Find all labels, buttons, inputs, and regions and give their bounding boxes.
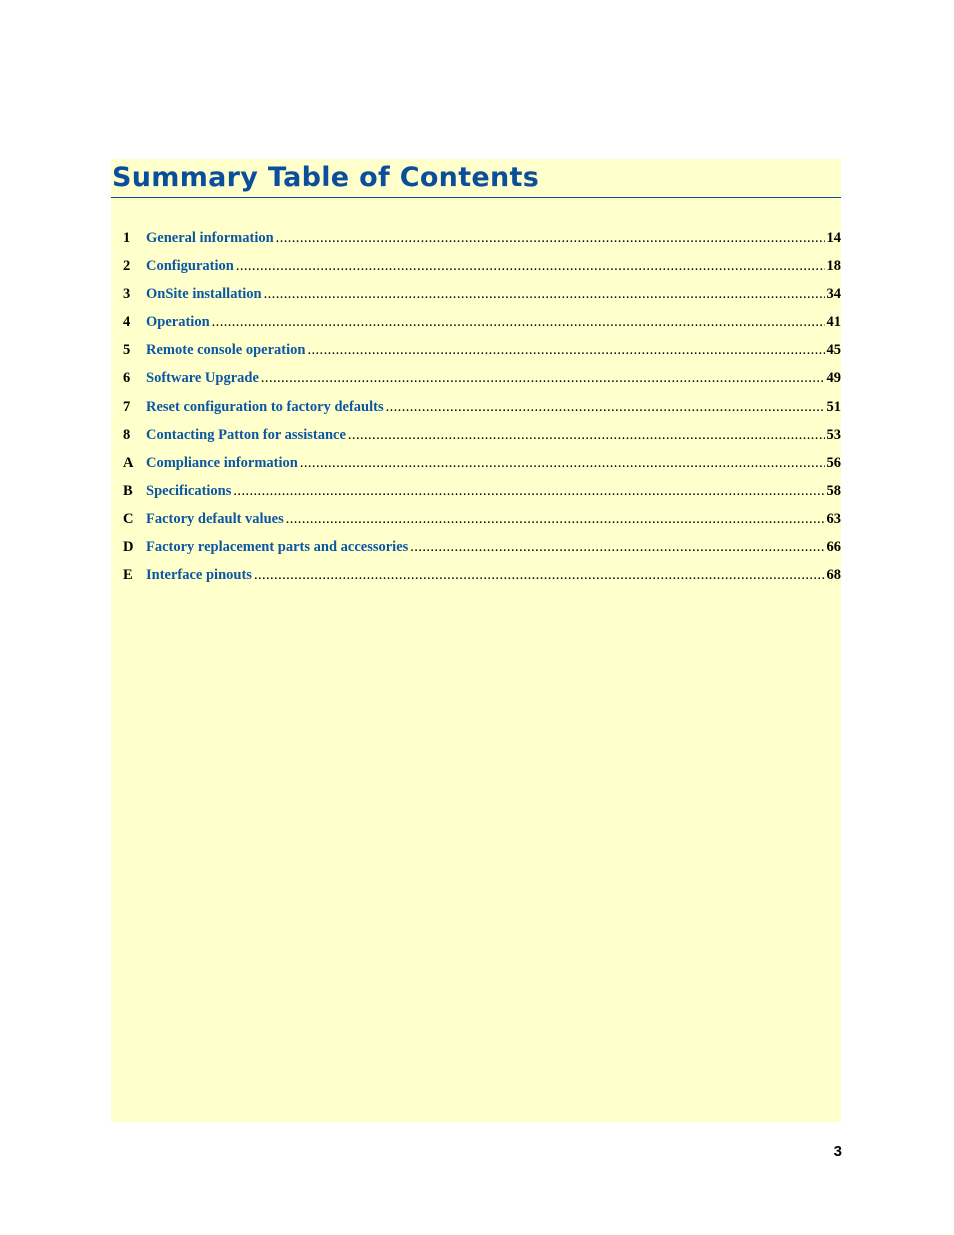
toc-list (123, 230, 841, 595)
toc-dot-leader (300, 455, 825, 472)
toc-entry-link[interactable]: Interface pinouts (146, 567, 252, 584)
toc-entry-number: 4 (123, 314, 131, 331)
toc-entry-page: 18 (826, 258, 841, 275)
toc-entry-link[interactable]: Remote console operation (146, 342, 306, 359)
toc-entry[interactable] (123, 427, 841, 455)
toc-entry[interactable] (123, 539, 841, 567)
toc-entry[interactable] (123, 567, 841, 595)
toc-dot-leader (261, 370, 825, 387)
toc-entry-number: 7 (123, 398, 131, 415)
toc-entry-page: 56 (826, 454, 841, 471)
toc-entry-page: 53 (826, 426, 841, 443)
toc-entry[interactable] (123, 483, 841, 511)
toc-entry-number: 8 (123, 426, 131, 443)
toc-entry-page: 45 (826, 342, 841, 359)
toc-dot-leader (254, 567, 825, 584)
toc-dot-leader (264, 286, 825, 303)
title-divider (111, 197, 841, 198)
toc-dot-leader (236, 258, 825, 275)
toc-dot-leader (410, 539, 824, 556)
toc-entry[interactable] (123, 370, 841, 398)
page-title: Summary Table of Contents (112, 162, 540, 193)
toc-entry-page: 49 (826, 370, 841, 387)
toc-entry[interactable] (123, 314, 841, 342)
toc-entry-number: 6 (123, 370, 131, 387)
toc-entry-link[interactable]: General information (146, 230, 274, 246)
toc-dot-leader (307, 342, 824, 359)
toc-entry[interactable] (123, 230, 841, 258)
toc-entry-number: 1 (123, 230, 131, 246)
toc-entry-link[interactable]: OnSite installation (146, 286, 262, 303)
toc-entry[interactable] (123, 342, 841, 370)
toc-entry-page: 51 (826, 398, 841, 415)
toc-entry[interactable] (123, 455, 841, 483)
toc-entry-number: D (123, 539, 134, 556)
toc-dot-leader (212, 314, 825, 331)
toc-dot-leader (276, 230, 825, 247)
toc-entry-link[interactable]: Factory replacement parts and accessories (146, 539, 409, 556)
toc-entry-page: 41 (826, 314, 841, 331)
toc-dot-leader (386, 399, 825, 416)
toc-entry-link[interactable]: Factory default values (146, 510, 284, 527)
toc-entry-number: A (123, 454, 134, 471)
toc-entry-page: 63 (826, 510, 841, 527)
toc-entry-page: 66 (826, 539, 841, 556)
toc-entry-page: 34 (826, 286, 841, 303)
toc-entry-number: 2 (123, 258, 131, 275)
toc-entry-page: 58 (826, 482, 841, 499)
page-number: 3 (833, 1143, 842, 1160)
toc-dot-leader (348, 427, 825, 444)
toc-entry-number: 3 (123, 286, 131, 303)
toc-entry-link[interactable]: Operation (146, 314, 210, 331)
toc-entry-number: 5 (123, 342, 131, 359)
toc-dot-leader (286, 511, 825, 528)
toc-entry[interactable] (123, 258, 841, 286)
toc-entry[interactable] (123, 286, 841, 314)
toc-entry-link[interactable]: Configuration (146, 258, 234, 275)
toc-entry-number: B (123, 482, 133, 499)
toc-entry[interactable] (123, 399, 841, 427)
toc-entry-link[interactable]: Contacting Patton for assistance (146, 426, 346, 443)
toc-entry-number: E (123, 567, 133, 584)
toc-entry-page: 68 (826, 567, 841, 584)
toc-entry-link[interactable]: Software Upgrade (146, 370, 259, 387)
toc-entry-link[interactable]: Specifications (146, 482, 232, 499)
toc-entry-number: C (123, 510, 134, 527)
toc-entry-link[interactable]: Reset configuration to factory defaults (146, 398, 384, 415)
toc-entry[interactable] (123, 511, 841, 539)
toc-dot-leader (233, 483, 824, 500)
toc-entry-link[interactable]: Compliance information (146, 454, 298, 471)
toc-entry-page: 14 (826, 230, 841, 246)
